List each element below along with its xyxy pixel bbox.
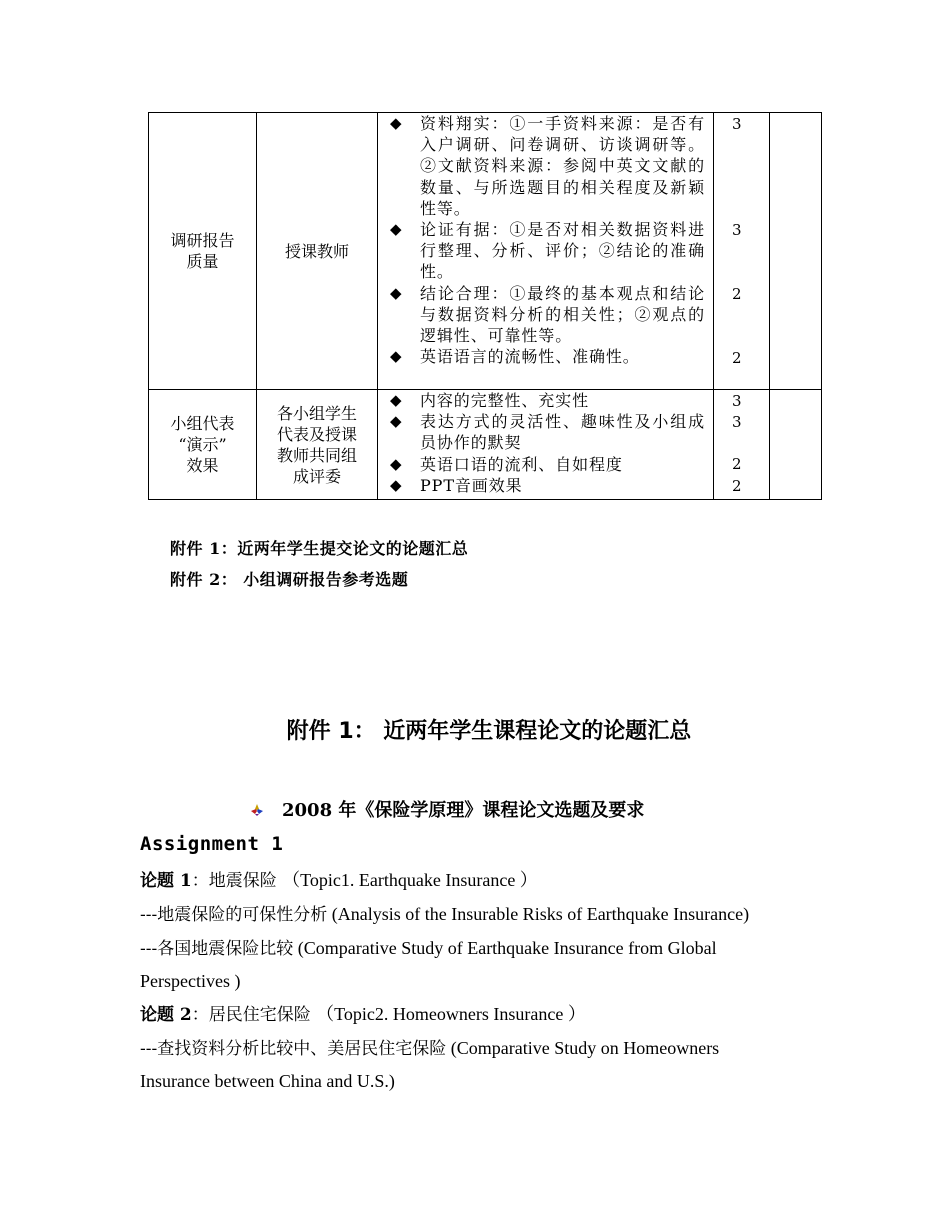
criteria-item: ◆ 英语语言的流畅性、准确性。 [390,347,640,367]
diamond-bullet-icon: ◆ [390,391,403,409]
evaluation-table [148,112,822,500]
subtopic-line: ---查找资料分析比较中、美居民住宅保险 (Comparative Study on Homeowners [140,1038,720,1059]
criteria-item: ◆ PPT音画效果 [390,475,523,495]
score-value: 2 [732,477,742,495]
diamond-bullet-icon: ◆ [390,114,403,132]
evaluator-cell: 授课教师 [257,113,378,390]
criteria-item: ◆ 表达方式的灵活性、趣味性及小组成员协作的默契 [390,412,705,453]
bullet-icon [250,801,264,815]
item-cell: 调研报告 质量 [149,113,257,390]
criteria-item: ◆ 内容的完整性、充实性 [390,391,590,410]
score-value: 2 [732,349,742,367]
annex-heading: 附件 1： 近两年学生课程论文的论题汇总 [286,719,692,744]
blank-cell [770,390,822,500]
diamond-bullet-icon: ◆ [390,347,403,366]
table-row [149,113,822,390]
subtopic-line-cont: Perspectives ) [140,971,241,991]
subtopic-line-cont: Insurance between China and U.S.) [140,1071,395,1091]
criteria-cell [378,113,714,390]
table-row [149,390,822,500]
score-value: 2 [732,285,742,303]
criteria-list [390,390,705,496]
score-cell [714,390,770,500]
diamond-bullet-icon: ◆ [390,412,403,431]
criteria-item: ◆ 论证有据：①是否对相关数据资料进行整理、分析、评价；②结论的准确性。 [390,220,705,282]
section-subheading: 2008 年《保险学原理》课程论文选题及要求 [250,796,644,822]
score-value: 3 [732,115,742,133]
blank-cell [770,113,822,390]
assignment-title: Assignment 1 [140,833,284,855]
criteria-cell [378,390,714,500]
topic-line: 论题 1：地震保险 （Topic1. Earthquake Insurance ） [140,870,538,891]
annex-link-1: 附件 1：近两年学生提交论文的论题汇总 [170,539,469,558]
criteria-list [390,113,705,367]
diamond-bullet-icon: ◆ [390,283,403,302]
score-value: 3 [732,413,742,431]
diamond-bullet-icon: ◆ [390,220,403,239]
diamond-bullet-icon: ◆ [390,454,403,473]
score-value: 3 [732,221,742,239]
score-value: 3 [732,392,742,410]
criteria-item: ◆ 资料翔实：①一手资料来源：是否有入户调研、问卷调研、访谈调研等。②文献资料来源：参阅中英文文献的数量、与所选题目的相关程度及新颖性等。 [390,114,705,218]
subtopic-line: ---地震保险的可保性分析 (Analysis of the Insurable Risks of Earthquake Insurance) [140,904,750,925]
criteria-item: ◆ 英语口语的流利、自如程度 [390,454,623,474]
annex-link-2: 附件 2： 小组调研报告参考选题 [170,570,409,589]
item-cell: 小组代表 “演示” 效果 [149,390,257,500]
subtopic-line: ---各国地震保险比较 (Comparative Study of Earthquake Insurance from Global [140,938,717,959]
evaluator-cell: 各小组学生 代表及授课 教师共同组 成评委 [257,390,378,500]
topic-line: 论题 2：居民住宅保险 （Topic2. Homeowners Insurance ） [140,1004,586,1025]
criteria-item: ◆ 结论合理：①最终的基本观点和结论与数据资料分析的相关性；②观点的逻辑性、可靠性等。 [390,283,705,346]
score-value: 2 [732,455,742,473]
score-cell [714,113,770,390]
diamond-bullet-icon: ◆ [390,475,403,494]
